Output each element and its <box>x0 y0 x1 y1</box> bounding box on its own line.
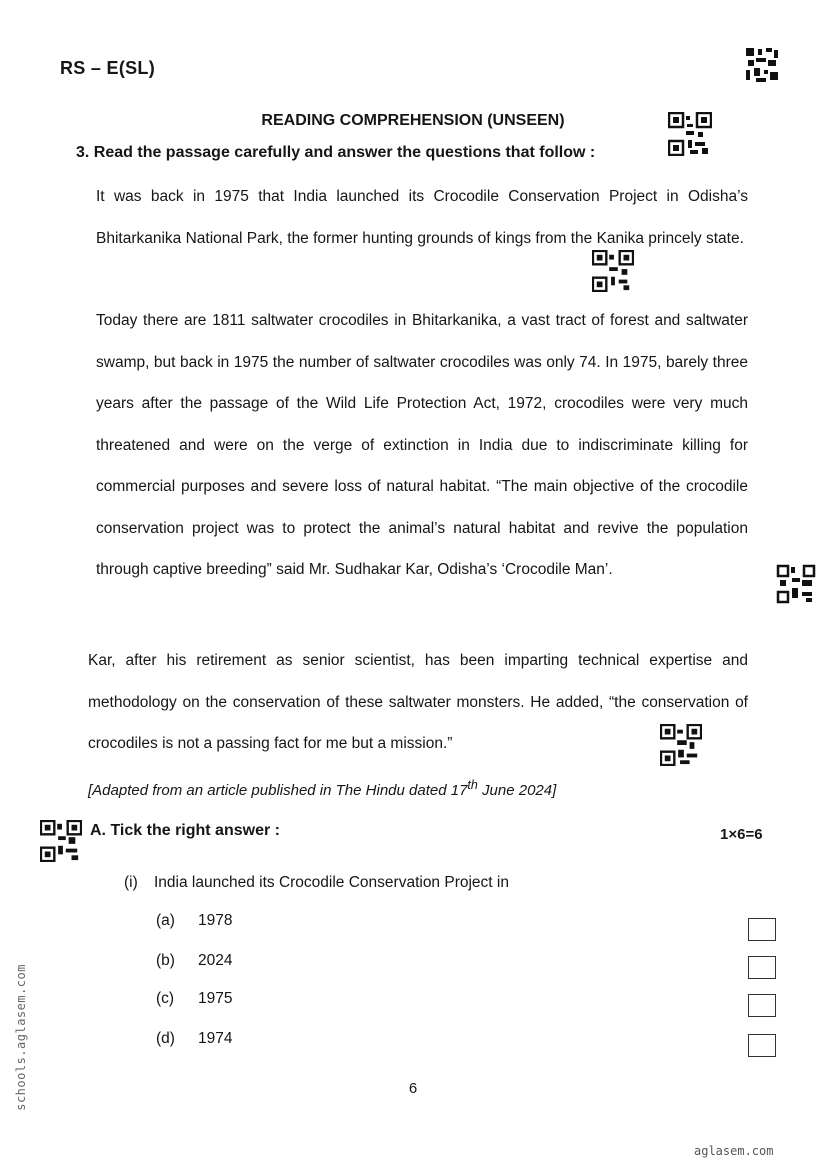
option-c <box>156 990 232 1008</box>
section-a-qr-code-icon <box>40 820 82 862</box>
page-number: 6 <box>408 1080 418 1097</box>
option-c-checkbox[interactable] <box>748 994 776 1017</box>
source-superscript: th <box>467 778 478 792</box>
passage-paragraph-2: Today there are 1811 saltwater crocodiles in Bhitarkanika, a vast tract of forest and saltwater swamp, but back in 1975 the number of saltwater crocodiles was only 74. In 1975, barely three years after the passage of the Wild Life Protection Act, 1972, crocodiles were very much threatened and were on the verge of extinction in India due to indiscriminate killing for commercial purposes and severe loss of natural habitat. “The main objective of the crocodile conservation project was to protect the animal’s natural habitat and revive the population through captive breeding” said Mr. Sudhakar Kar, Odisha’s ‘Crocodile Man’. <box>96 312 748 578</box>
paper-code: RS – E(SL) <box>60 58 156 78</box>
question-text: India launched its Crocodile Conservation Project in <box>154 874 509 891</box>
option-text: 1974 <box>198 1030 233 1047</box>
option-label: (c) <box>156 990 175 1007</box>
bottom-watermark: aglasem.com <box>694 1144 774 1158</box>
option-b-checkbox[interactable] <box>748 956 776 979</box>
passage-paragraph-1: It was back in 1975 that India launched its Crocodile Conservation Project in Odisha’s Bhitarkanika National Park, the former hunting grounds of kings from the Kanika princely state. <box>96 188 748 247</box>
section-a-marks: 1×6=6 <box>720 826 763 843</box>
option-label: (d) <box>156 1030 175 1047</box>
passage-qr-code-icon <box>592 250 634 292</box>
option-d-checkbox[interactable] <box>748 1034 776 1057</box>
option-b <box>156 952 232 970</box>
source-prefix: [Adapted from an article published in The Hindu dated 17 <box>88 782 468 799</box>
top-right-qr-code-icon <box>744 46 780 84</box>
section-a-title: A. Tick the right answer : <box>90 822 280 839</box>
passage-source <box>88 778 556 799</box>
option-a-checkbox[interactable] <box>748 918 776 941</box>
option-text: 1978 <box>198 912 233 929</box>
option-text: 1975 <box>198 990 233 1007</box>
question-item <box>124 874 509 892</box>
option-label: (a) <box>156 912 175 929</box>
title-qr-code-icon <box>668 112 712 156</box>
passage-paragraph-3: Kar, after his retirement as senior scientist, has been imparting technical expertise and methodology on the conservation of these saltwater monsters. He added, “the conservation of crocodiles is not a passing fact for me but a mission.” <box>88 652 748 752</box>
option-label: (b) <box>156 952 175 969</box>
source-suffix: June 2024] <box>477 782 557 799</box>
option-a <box>156 912 232 930</box>
side-watermark: schools.aglasem.com <box>14 964 28 1111</box>
option-text: 2024 <box>198 952 233 969</box>
conclusion-qr-code-icon <box>660 724 702 766</box>
section-title: READING COMPREHENSION (UNSEEN) <box>261 112 565 129</box>
question-intro: 3. Read the passage carefully and answer the questions that follow : <box>76 144 596 161</box>
option-d <box>156 1030 232 1048</box>
question-number: (i) <box>124 874 138 891</box>
side-qr-code-icon <box>776 564 816 604</box>
